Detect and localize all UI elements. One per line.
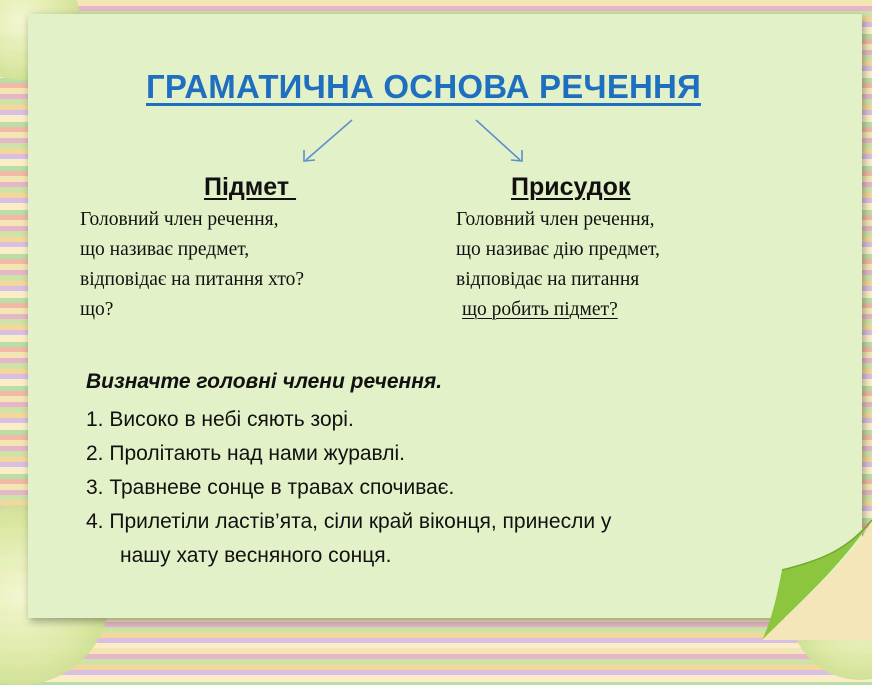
diagram-arrows xyxy=(290,112,540,168)
arrow-to-subject-icon xyxy=(304,120,352,161)
subject-definition-line: Головний член речення, xyxy=(80,209,279,230)
predicate-question: що робить підмет? xyxy=(462,299,618,320)
arrow-to-predicate-icon xyxy=(476,120,522,161)
subject-definition xyxy=(80,205,420,325)
exercise-heading: Визначте головні члени речення. xyxy=(86,370,443,393)
exercise-item: 3. Травневе сонце в травах спочиває. xyxy=(86,476,455,499)
predicate-definition xyxy=(456,205,796,325)
predicate-definition-line: відповідає на питання xyxy=(456,269,640,290)
exercise-item: 4. Прилетіли ластів’ята, сіли край віконця, принесли у xyxy=(86,510,612,533)
exercise-item: 2. Пролітають над нами журавлі. xyxy=(86,442,405,465)
exercise-block xyxy=(86,365,786,573)
subject-definition-line: що? xyxy=(80,299,114,320)
subject-definition-line: що називає предмет, xyxy=(80,239,250,260)
predicate-definition-line: що називає дію предмет, xyxy=(456,239,660,260)
predicate-definition-line: Головний член речення, xyxy=(456,209,655,230)
predicate-heading: Присудок xyxy=(511,173,631,201)
exercise-list xyxy=(86,403,786,573)
subject-definition-line: відповідає на питання хто? xyxy=(80,269,305,290)
subject-heading: Підмет xyxy=(204,173,297,201)
slide-title: ГРАМАТИЧНА ОСНОВА РЕЧЕННЯ xyxy=(146,68,702,105)
exercise-item: 1. Високо в небі сяють зорі. xyxy=(86,408,354,431)
exercise-item-continuation: нашу хату весняного сонця. xyxy=(120,544,392,567)
